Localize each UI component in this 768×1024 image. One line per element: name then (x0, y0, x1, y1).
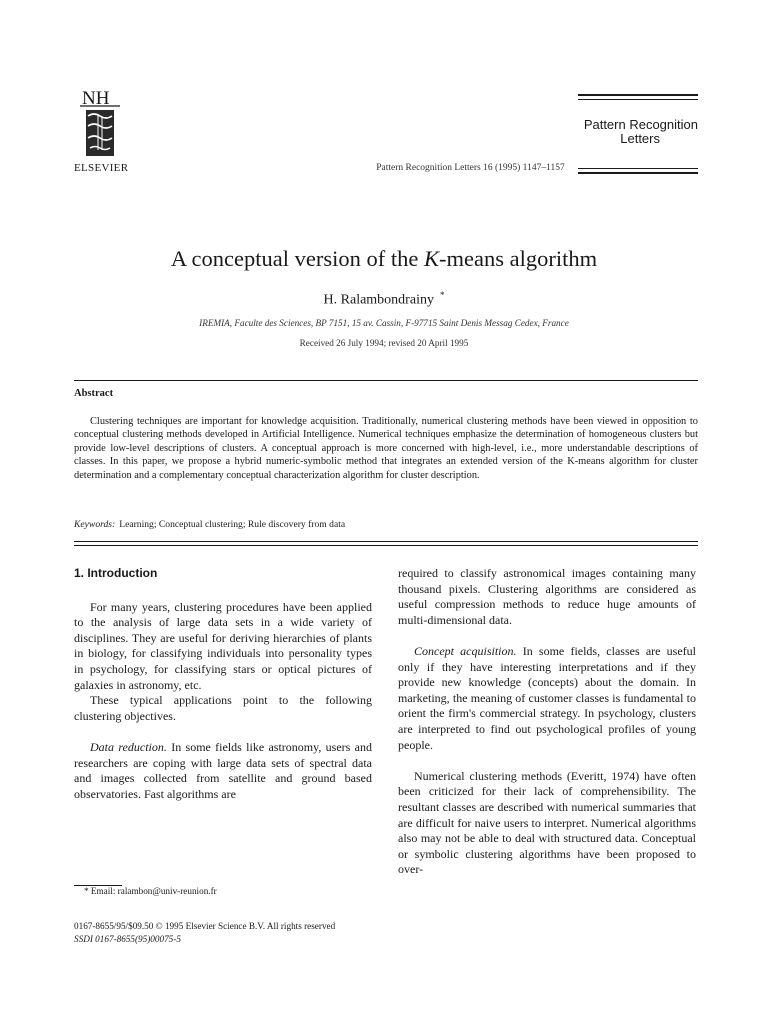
paragraph-label: Data reduction. (90, 739, 167, 754)
paper-dates: Received 26 July 1994; revised 20 April 1995 (299, 338, 469, 348)
ssdi-line: SSDI 0167-8655(95)00075-5 (74, 933, 181, 944)
paragraph: These typical applications point to the following clustering objectives. (74, 693, 372, 723)
title-italic-k: K (423, 246, 439, 271)
copyright-block (74, 920, 335, 945)
journal-name-line1: Pattern Recognition (583, 117, 698, 132)
abstract-rule-top (74, 380, 698, 381)
copyright-line: 0167-8655/95/$09.50 © 1995 Elsevier Science B.V. All rights reserved (74, 921, 336, 931)
right-column (398, 566, 696, 878)
header-rule-bottom-2 (578, 172, 698, 174)
author-name: H. Ralambondrainy (323, 292, 434, 308)
paragraph: Data reduction. In some fields like astronomy, users and researchers are coping with large data sets of spectral data and images collected from satellite and ground based observatories. Fast algorithms are (74, 739, 372, 801)
header-rule-top-2 (578, 99, 698, 100)
paper-affiliation: IREMIA, Faculte des Sciences, BP 7151, 15 av. Cassin, F-97715 Saint Denis Messag Cedex, France (199, 318, 569, 328)
paragraph: For many years, clustering procedures have been applied to the analysis of large data sets in a wide variety of disciplines. They are useful for deriving hierarchies of plants in biology, for classifying individuals into personality types in psychology, for classifying stars or optical pictures of galaxies in astronomy, etc. (74, 599, 372, 692)
paragraph: Numerical clustering methods (Everitt, 1974) have often been criticized for their lack of comprehensibility. The resultant classes are described with numerical summaries that are difficult for naive users to interpret. Numerical algorithms also may not be able to deal with structured data. Conceptual or symbolic clustering algorithms have been proposed to over- (398, 768, 696, 877)
publisher-name: ELSEVIER (74, 162, 129, 174)
journal-name (578, 118, 698, 146)
header-rule-bottom (578, 168, 698, 169)
paragraph: Concept acquisition. In some fields, classes are useful only if they have interesting interpretations and if they provide new knowledge (concepts) about the domain. In marketing, the meaning of customer classes is fundamental to orient the firm's commercial strategy. In psychology, clusters are interpreted to find out psychological profiles of young people. (398, 643, 696, 752)
publisher-logo (76, 86, 126, 164)
keywords-line (74, 519, 345, 530)
keywords-text: Learning; Conceptual clustering; Rule discovery from data (119, 519, 346, 530)
keywords-label: Keywords: (74, 519, 116, 530)
journal-name-line2: Letters (620, 131, 660, 146)
abstract-rule-bottom-2 (74, 545, 698, 546)
paragraph-label: Concept acquisition. (414, 643, 517, 658)
journal-citation-text: Pattern Recognition Letters 16 (1995) 1147–1157 (376, 163, 565, 173)
section-heading: 1. Introduction (74, 566, 158, 580)
logo-letters: NH (82, 88, 110, 109)
abstract-rule-bottom (74, 541, 698, 542)
left-column (74, 566, 372, 802)
header-rule-top (578, 94, 698, 96)
abstract-heading: Abstract (74, 388, 114, 399)
paper-author (0, 290, 768, 309)
paragraph: required to classify astronomical images containing many thousand pixels. Clustering algorithms are considered as useful compression methods to reduce huge amounts of multi-dimensional data. (398, 566, 696, 627)
footnote-email: * Email: ralambon@univ-reunion.fr (84, 886, 217, 896)
author-footnote-mark: * (439, 290, 445, 300)
abstract-text: Clustering techniques are important for knowledge acquisition. Traditionally, numerical clustering methods have been viewed in opposition to conceptual clustering methods developed in Artificial Intelligence. Numerical techniques emphasize the determination of homogeneous clusters but provide low-level descriptions of clusters. A conceptual approach is more concerned with high-level, i.e., more understandable descriptions of classes. In this paper, we propose a hybrid numeric-symbolic method that integrates an extended version of the K-means algorithm for cluster determination and a complementary conceptual characterization algorithm for cluster description. (74, 416, 698, 481)
paper-title: A conceptual version of the K-means algorithm (170, 246, 598, 271)
